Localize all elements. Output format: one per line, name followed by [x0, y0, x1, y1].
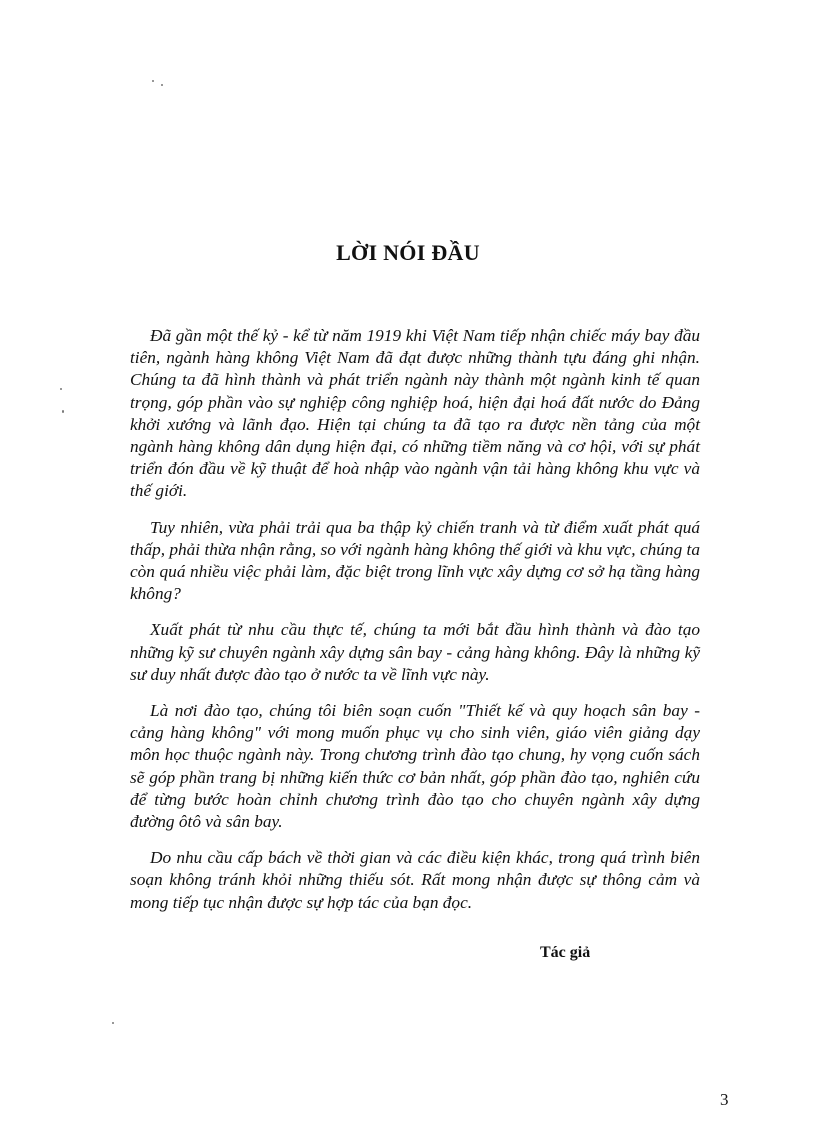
author-signature: Tác giả	[540, 944, 591, 961]
page-title: LỜI NÓI ĐẦU	[336, 240, 480, 265]
paragraph: Xuất phát từ nhu cầu thực tế, chúng ta mới bắt đầu hình thành và đào tạo những kỹ sư chuyên ngành xây dựng sân bay - cảng hàng không. Đây là những kỹ sư duy nhất được đào tạo ở nước ta về lĩnh vực này.	[130, 620, 700, 684]
scan-speck	[152, 80, 154, 82]
paragraph: Do nhu cầu cấp bách về thời gian và các điều kiện khác, trong quá trình biên soạn không tránh khỏi những thiếu sót. Rất mong nhận được sự thông cảm và mong tiếp tục nhận được sự hợp tác của bạn đọc.	[130, 848, 700, 912]
scan-speck	[62, 410, 64, 413]
page-number: 3	[720, 1090, 729, 1109]
scan-speck	[60, 388, 62, 390]
paragraph: Tuy nhiên, vừa phải trải qua ba thập kỷ chiến tranh và từ điểm xuất phát quá thấp, phải thừa nhận rằng, so với ngành hàng không thế giới và khu vực, chúng ta còn quá nhiều việc phải làm, đặc biệt trong lĩnh vực xây dựng cơ sở hạ tầng hàng không?	[130, 517, 700, 604]
scan-speck	[161, 84, 163, 86]
preface-body	[130, 325, 700, 928]
scan-speck	[112, 1022, 114, 1024]
paragraph: Là nơi đào tạo, chúng tôi biên soạn cuốn "Thiết kế và quy hoạch sân bay - cảng hàng không" với mong muốn phục vụ cho sinh viên, giáo viên giảng dạy môn học thuộc ngành này. Trong chương trình đào tạo chung, hy vọng cuốn sách sẽ góp phần trang bị những kiến thức cơ bản nhất, góp phần đào tạo, nghiên cứu để từng bước hoàn chỉnh chương trình đào tạo cho chuyên ngành xây dựng đường ôtô và sân bay.	[130, 701, 700, 832]
paragraph: Đã gần một thế kỷ - kể từ năm 1919 khi Việt Nam tiếp nhận chiếc máy bay đầu tiên, ngành hàng không Việt Nam đã đạt được những thành tựu đáng ghi nhận. Chúng ta đã hình thành và phát triển ngành này thành một ngành kinh tế quan trọng, góp phần vào sự nghiệp công nghiệp hoá, hiện đại hoá đất nước do Đảng khởi xướng và lãnh đạo. Hiện tại chúng ta đã tạo ra được nền tảng của một ngành hàng không dân dụng hiện đại, có những tiềm năng và cơ hội, với sự phát triển đón đầu về kỹ thuật để hoà nhập vào ngành vận tải hàng không khu vực và thế giới.	[130, 326, 700, 501]
